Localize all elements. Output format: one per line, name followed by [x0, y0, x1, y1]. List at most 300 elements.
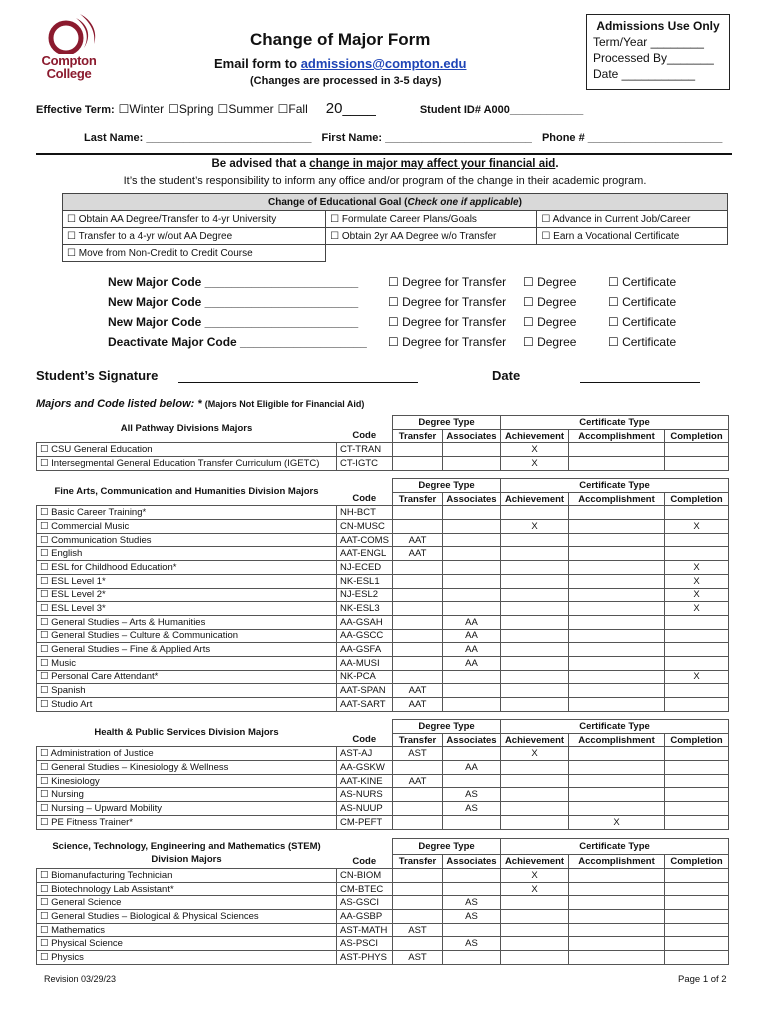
major-checkbox-item[interactable]: [37, 815, 337, 829]
form-title: Change of Major Form: [250, 30, 431, 49]
major-code-row: [108, 272, 748, 292]
award-cell: [569, 656, 665, 670]
table-row: [37, 561, 729, 575]
goal-option[interactable]: ☐ Move from Non-Credit to Credit Course: [63, 245, 326, 262]
major-code: CN-BIOM: [337, 869, 393, 883]
award-cell: [443, 574, 501, 588]
major-checkbox-item[interactable]: [37, 788, 337, 802]
table-row: [37, 684, 729, 698]
major-name: Studio Art: [51, 698, 93, 710]
checkbox-icon[interactable]: ☐: [40, 802, 52, 814]
award-cell: [665, 802, 729, 816]
accomplishment-column-header: Accomplishment: [569, 429, 665, 443]
award-cell: [665, 774, 729, 788]
table-row: [37, 520, 729, 534]
table-row: [37, 788, 729, 802]
award-cell: AAT: [393, 774, 443, 788]
revision-date: Revision 03/29/23: [44, 974, 117, 984]
major-code: AA-GSCC: [337, 629, 393, 643]
major-code: AS-NUUP: [337, 802, 393, 816]
major-name: Kinesiology: [51, 775, 100, 787]
award-cell: [501, 643, 569, 657]
major-name: English: [51, 548, 83, 560]
major-checkbox-item[interactable]: [37, 506, 337, 520]
major-name: Intersegmental General Education Transfer Curriculum (IGETC): [51, 457, 320, 469]
award-cell: [443, 815, 501, 829]
checkbox-icon[interactable]: ☐: [40, 520, 52, 532]
logo-text-line2: College: [46, 66, 92, 81]
checkbox-icon[interactable]: ☐: [40, 775, 52, 787]
award-cell: [443, 747, 501, 761]
checkbox-icon[interactable]: ☐: [40, 685, 52, 697]
major-checkbox-item[interactable]: [37, 629, 337, 643]
award-cell: X: [501, 443, 569, 457]
award-cell: AA: [443, 629, 501, 643]
date-label: Date: [492, 368, 521, 383]
phone-field[interactable]: Phone # ______________________: [541, 132, 723, 144]
major-code: CM-PEFT: [337, 815, 393, 829]
degree-checkbox[interactable]: ☐ Degree: [523, 315, 577, 329]
award-cell: [569, 896, 665, 910]
major-code: AAT-SART: [337, 698, 393, 712]
award-cell: [501, 910, 569, 924]
award-cell: [393, 506, 443, 520]
award-cell: [569, 520, 665, 534]
award-cell: AST: [393, 923, 443, 937]
award-cell: [393, 788, 443, 802]
major-checkbox-item[interactable]: [37, 457, 337, 471]
email-link[interactable]: admissions@compton.edu: [300, 56, 467, 71]
award-cell: [501, 815, 569, 829]
table-row: [37, 910, 729, 924]
goal-option[interactable]: ☐ Transfer to a 4-yr w/out AA Degree: [63, 228, 326, 245]
major-checkbox-item[interactable]: [37, 670, 337, 684]
major-checkbox-item[interactable]: [37, 643, 337, 657]
award-cell: [665, 643, 729, 657]
award-cell: [393, 670, 443, 684]
major-checkbox-item[interactable]: [37, 774, 337, 788]
award-cell: AAT: [393, 533, 443, 547]
achievement-column-header: Achievement: [501, 492, 569, 506]
completion-column-header: Completion: [665, 429, 729, 443]
checkbox-icon[interactable]: ☐: [40, 444, 52, 456]
checkbox-icon[interactable]: ☐: [40, 561, 52, 573]
divider: [36, 153, 732, 155]
award-cell: [569, 788, 665, 802]
major-checkbox-item[interactable]: [37, 747, 337, 761]
table-row: [37, 815, 729, 829]
award-cell: [393, 896, 443, 910]
major-checkbox-item[interactable]: [37, 937, 337, 951]
admissions-use-box: [586, 14, 730, 90]
table-row: [37, 443, 729, 457]
term-year-field[interactable]: 20____: [325, 100, 376, 117]
award-cell: X: [501, 747, 569, 761]
award-cell: [569, 574, 665, 588]
accomplishment-column-header: Accomplishment: [569, 733, 665, 747]
award-cell: AAT: [393, 684, 443, 698]
degree-checkbox[interactable]: ☐ Degree: [523, 275, 577, 289]
major-checkbox-item[interactable]: [37, 951, 337, 965]
award-cell: [501, 533, 569, 547]
checkbox-icon[interactable]: ☐: [40, 616, 52, 628]
checkbox-icon[interactable]: ☐: [40, 457, 52, 469]
effective-term-row: [36, 100, 736, 117]
certificate-type-header: Certificate Type: [501, 479, 729, 493]
term-spring-checkbox[interactable]: ☐Spring: [168, 102, 214, 116]
achievement-column-header: Achievement: [501, 855, 569, 869]
goal-option[interactable]: ☐ Advance in Current Job/Career: [537, 211, 728, 228]
award-cell: [393, 602, 443, 616]
award-cell: [569, 443, 665, 457]
checkbox-icon[interactable]: ☐: [40, 603, 52, 615]
email-prefix: Email form to: [214, 56, 301, 71]
award-cell: [443, 951, 501, 965]
table-row: [37, 698, 729, 712]
award-cell: [501, 615, 569, 629]
student-id-field[interactable]: Student ID# A000____________: [419, 104, 584, 116]
major-checkbox-item[interactable]: [37, 761, 337, 775]
major-code: CM-BTEC: [337, 882, 393, 896]
award-cell: [569, 774, 665, 788]
logo-text-line1: Compton: [41, 53, 97, 68]
award-cell: X: [501, 869, 569, 883]
award-cell: [393, 937, 443, 951]
checkbox-icon[interactable]: ☐: [40, 951, 52, 963]
award-cell: [443, 443, 501, 457]
term-summer-checkbox[interactable]: ☐Summer: [217, 102, 274, 116]
admissions-use-heading: Admissions Use Only: [596, 19, 720, 33]
email-line: [214, 56, 467, 71]
award-cell: [393, 815, 443, 829]
award-cell: AST: [393, 747, 443, 761]
major-name: CSU General Education: [51, 444, 153, 456]
new-major-code-field[interactable]: New Major Code _______________________: [108, 295, 359, 309]
logo-emblem-icon: [36, 14, 102, 54]
table-row: [37, 602, 729, 616]
college-logo: [36, 14, 102, 86]
award-cell: [393, 882, 443, 896]
table-row: [37, 588, 729, 602]
major-name: General Studies – Culture & Communication: [51, 630, 239, 642]
award-cell: [665, 896, 729, 910]
goal-option[interactable]: ☐ Earn a Vocational Certificate: [537, 228, 728, 245]
award-cell: [665, 698, 729, 712]
award-cell: [569, 643, 665, 657]
signature-label: Student’s Signature: [36, 368, 159, 383]
award-cell: [393, 588, 443, 602]
degree-for-transfer-checkbox[interactable]: ☐ Degree for Transfer: [388, 315, 507, 329]
major-checkbox-item[interactable]: [37, 896, 337, 910]
checkbox-icon[interactable]: ☐: [40, 883, 52, 895]
checkbox-icon[interactable]: ☐: [40, 938, 52, 950]
award-cell: [501, 761, 569, 775]
degree-type-header: Degree Type: [393, 416, 501, 430]
award-cell: [569, 602, 665, 616]
major-checkbox-item[interactable]: [37, 533, 337, 547]
table-row: [37, 869, 729, 883]
award-cell: [569, 882, 665, 896]
award-cell: [443, 774, 501, 788]
degree-for-transfer-checkbox[interactable]: ☐ Degree for Transfer: [388, 275, 507, 289]
processing-note: (Changes are processed in 3-5 days): [250, 75, 442, 87]
date-line[interactable]: [580, 382, 700, 383]
checkbox-icon[interactable]: ☐: [40, 816, 52, 828]
table-row: [37, 629, 729, 643]
major-checkbox-item[interactable]: [37, 520, 337, 534]
checkbox-icon[interactable]: ☐: [40, 548, 52, 560]
admin-term-year: Term/Year ________: [593, 35, 704, 49]
deactivate-major-code-field[interactable]: Deactivate Major Code ___________________: [108, 335, 367, 349]
goal-option[interactable]: ☐ Obtain 2yr AA Degree w/o Transfer: [326, 228, 537, 245]
page-number: Page 1 of 2: [678, 974, 727, 985]
award-cell: [393, 869, 443, 883]
award-cell: [501, 602, 569, 616]
degree-type-header: Degree Type: [393, 839, 501, 855]
major-code: AST-PHYS: [337, 951, 393, 965]
certificate-checkbox[interactable]: ☐ Certificate: [608, 315, 677, 329]
checkbox-icon[interactable]: ☐: [40, 575, 52, 587]
award-cell: [665, 788, 729, 802]
award-cell: [569, 951, 665, 965]
table-row: [37, 802, 729, 816]
major-code-row: [108, 332, 748, 352]
degree-checkbox[interactable]: ☐ Degree: [523, 335, 577, 349]
table-row: [37, 533, 729, 547]
award-cell: [501, 698, 569, 712]
award-cell: [665, 910, 729, 924]
award-cell: [443, 882, 501, 896]
signature-line[interactable]: [178, 382, 418, 383]
checkbox-icon[interactable]: ☐: [40, 924, 52, 936]
table-row: [37, 882, 729, 896]
responsibility-note: It’s the student’s responsibility to inform any office and/or program of the change in their academic program.: [123, 175, 647, 187]
award-cell: [501, 896, 569, 910]
checkbox-icon[interactable]: ☐: [40, 789, 52, 801]
major-checkbox-item[interactable]: [37, 910, 337, 924]
checkbox-icon[interactable]: ☐: [40, 644, 52, 656]
major-code: AA-GSBP: [337, 910, 393, 924]
major-code: CN-MUSC: [337, 520, 393, 534]
financial-aid-advisory: Be advised that a change in major may affect your financial aid.: [211, 158, 559, 170]
major-checkbox-item[interactable]: [37, 869, 337, 883]
accomplishment-column-header: Accomplishment: [569, 855, 665, 869]
table-row: [37, 951, 729, 965]
major-code: NK-ESL1: [337, 574, 393, 588]
associates-column-header: Associates: [443, 492, 501, 506]
award-cell: [501, 774, 569, 788]
award-cell: [393, 761, 443, 775]
award-cell: X: [665, 670, 729, 684]
major-code: AAT-ENGL: [337, 547, 393, 561]
new-major-code-field[interactable]: New Major Code _______________________: [108, 315, 359, 329]
major-code-row: [108, 292, 748, 312]
award-cell: [569, 561, 665, 575]
major-name: General Studies – Fine & Applied Arts: [51, 644, 211, 656]
division-title: Science, Technology, Engineering and Mathematics (STEM) Division Majors: [52, 841, 321, 866]
award-cell: [443, 457, 501, 471]
award-cell: [569, 684, 665, 698]
award-cell: AS: [443, 896, 501, 910]
degree-checkbox[interactable]: ☐ Degree: [523, 295, 577, 309]
certificate-checkbox[interactable]: ☐ Certificate: [608, 275, 677, 289]
code-column-header: Code: [352, 855, 377, 867]
degree-type-header: Degree Type: [393, 479, 501, 493]
award-cell: AA: [443, 643, 501, 657]
degree-for-transfer-checkbox[interactable]: ☐ Degree for Transfer: [388, 295, 507, 309]
major-code: NJ-ECED: [337, 561, 393, 575]
major-checkbox-item[interactable]: [37, 547, 337, 561]
award-cell: [665, 656, 729, 670]
award-cell: [665, 937, 729, 951]
checkbox-icon[interactable]: ☐: [40, 761, 52, 773]
award-cell: [501, 802, 569, 816]
award-cell: [443, 547, 501, 561]
award-cell: [501, 656, 569, 670]
award-cell: [393, 615, 443, 629]
award-cell: [501, 788, 569, 802]
major-checkbox-item[interactable]: [37, 656, 337, 670]
checkbox-icon[interactable]: ☐: [40, 671, 52, 683]
award-cell: [569, 698, 665, 712]
award-cell: [569, 802, 665, 816]
major-checkbox-item[interactable]: [37, 684, 337, 698]
major-name: Physics: [51, 951, 84, 963]
award-cell: AA: [443, 761, 501, 775]
award-cell: [393, 457, 443, 471]
award-cell: [569, 747, 665, 761]
award-cell: [393, 574, 443, 588]
majors-table: [36, 415, 729, 471]
major-checkbox-item[interactable]: [37, 574, 337, 588]
degree-for-transfer-checkbox[interactable]: ☐ Degree for Transfer: [388, 335, 507, 349]
award-cell: [443, 602, 501, 616]
checkbox-icon[interactable]: ☐: [40, 698, 52, 710]
checkbox-icon[interactable]: ☐: [40, 897, 52, 909]
major-name: ESL Level 3*: [51, 603, 106, 615]
award-cell: [569, 869, 665, 883]
award-cell: [665, 443, 729, 457]
award-cell: [569, 923, 665, 937]
checkbox-icon[interactable]: ☐: [40, 534, 52, 546]
award-cell: [665, 923, 729, 937]
major-code: NK-PCA: [337, 670, 393, 684]
award-cell: X: [501, 520, 569, 534]
award-cell: AAT: [393, 547, 443, 561]
signature-row: [36, 368, 736, 383]
transfer-column-header: Transfer: [393, 733, 443, 747]
checkbox-icon[interactable]: ☐: [40, 507, 52, 519]
certificate-type-header: Certificate Type: [501, 720, 729, 734]
code-column-header: Code: [352, 734, 377, 746]
award-cell: [443, 670, 501, 684]
award-cell: [665, 615, 729, 629]
major-checkbox-item[interactable]: [37, 561, 337, 575]
term-fall-checkbox[interactable]: ☐Fall: [277, 102, 308, 116]
major-name: Physical Science: [51, 938, 123, 950]
major-code: AA-GSFA: [337, 643, 393, 657]
educational-goal-table: [62, 193, 728, 262]
certificate-type-header: Certificate Type: [501, 416, 729, 430]
award-cell: [501, 547, 569, 561]
checkbox-icon[interactable]: ☐: [40, 589, 52, 601]
major-checkbox-item[interactable]: [37, 882, 337, 896]
award-cell: X: [665, 520, 729, 534]
financial-aid-exclusion-note: (Majors Not Eligible for Financial Aid): [204, 399, 365, 409]
award-cell: [665, 761, 729, 775]
majors-table: [36, 478, 729, 712]
major-checkbox-item[interactable]: [37, 698, 337, 712]
major-name: General Studies – Kinesiology & Wellness: [51, 761, 229, 773]
major-code: AS-GSCI: [337, 896, 393, 910]
award-cell: [665, 629, 729, 643]
major-checkbox-item[interactable]: [37, 802, 337, 816]
major-code-section: [108, 272, 748, 352]
major-code: AA-GSKW: [337, 761, 393, 775]
award-cell: [501, 506, 569, 520]
major-name: General Studies – Biological & Physical Sciences: [51, 910, 259, 922]
award-cell: [501, 923, 569, 937]
award-cell: X: [665, 574, 729, 588]
award-cell: [665, 869, 729, 883]
associates-column-header: Associates: [443, 429, 501, 443]
major-code-row: [108, 312, 748, 332]
accomplishment-column-header: Accomplishment: [569, 492, 665, 506]
major-code: AA-GSAH: [337, 615, 393, 629]
first-name-field[interactable]: First Name: ________________________: [321, 132, 532, 144]
award-cell: [393, 561, 443, 575]
major-checkbox-item[interactable]: [37, 443, 337, 457]
major-checkbox-item[interactable]: [37, 602, 337, 616]
award-cell: [393, 910, 443, 924]
award-cell: AA: [443, 615, 501, 629]
goal-option[interactable]: ☐ Obtain AA Degree/Transfer to 4-yr University: [63, 211, 326, 228]
major-name: ESL Level 1*: [51, 575, 106, 587]
educational-goal-heading: Change of Educational Goal (Check one if applicable): [63, 194, 728, 211]
award-cell: [501, 629, 569, 643]
certificate-checkbox[interactable]: ☐ Certificate: [608, 335, 677, 349]
award-cell: [501, 588, 569, 602]
award-cell: [393, 656, 443, 670]
term-winter-checkbox[interactable]: ☐Winter: [118, 102, 165, 116]
major-name: Nursing – Upward Mobility: [51, 802, 163, 814]
award-cell: [501, 670, 569, 684]
checkbox-icon[interactable]: ☐: [40, 748, 51, 760]
certificate-checkbox[interactable]: ☐ Certificate: [608, 295, 677, 309]
goal-option[interactable]: ☐ Formulate Career Plans/Goals: [326, 211, 537, 228]
checkbox-icon[interactable]: ☐: [40, 910, 52, 922]
new-major-code-field[interactable]: New Major Code _______________________: [108, 275, 359, 289]
financial-aid-warning: change in major may affect your financial aid: [309, 158, 556, 170]
major-checkbox-item[interactable]: [37, 615, 337, 629]
award-cell: [665, 951, 729, 965]
table-row: [37, 670, 729, 684]
award-cell: [569, 533, 665, 547]
major-checkbox-item[interactable]: [37, 588, 337, 602]
transfer-column-header: Transfer: [393, 429, 443, 443]
major-code: AS-PSCI: [337, 937, 393, 951]
major-code: NJ-ESL2: [337, 588, 393, 602]
last-name-field[interactable]: Last Name: ___________________________: [84, 132, 312, 144]
checkbox-icon[interactable]: ☐: [40, 869, 52, 881]
major-code: AA-MUSI: [337, 656, 393, 670]
checkbox-icon[interactable]: ☐: [40, 657, 52, 669]
code-column-header: Code: [352, 430, 377, 442]
award-cell: [665, 684, 729, 698]
table-row: [37, 574, 729, 588]
checkbox-icon[interactable]: ☐: [40, 630, 52, 642]
major-checkbox-item[interactable]: [37, 923, 337, 937]
